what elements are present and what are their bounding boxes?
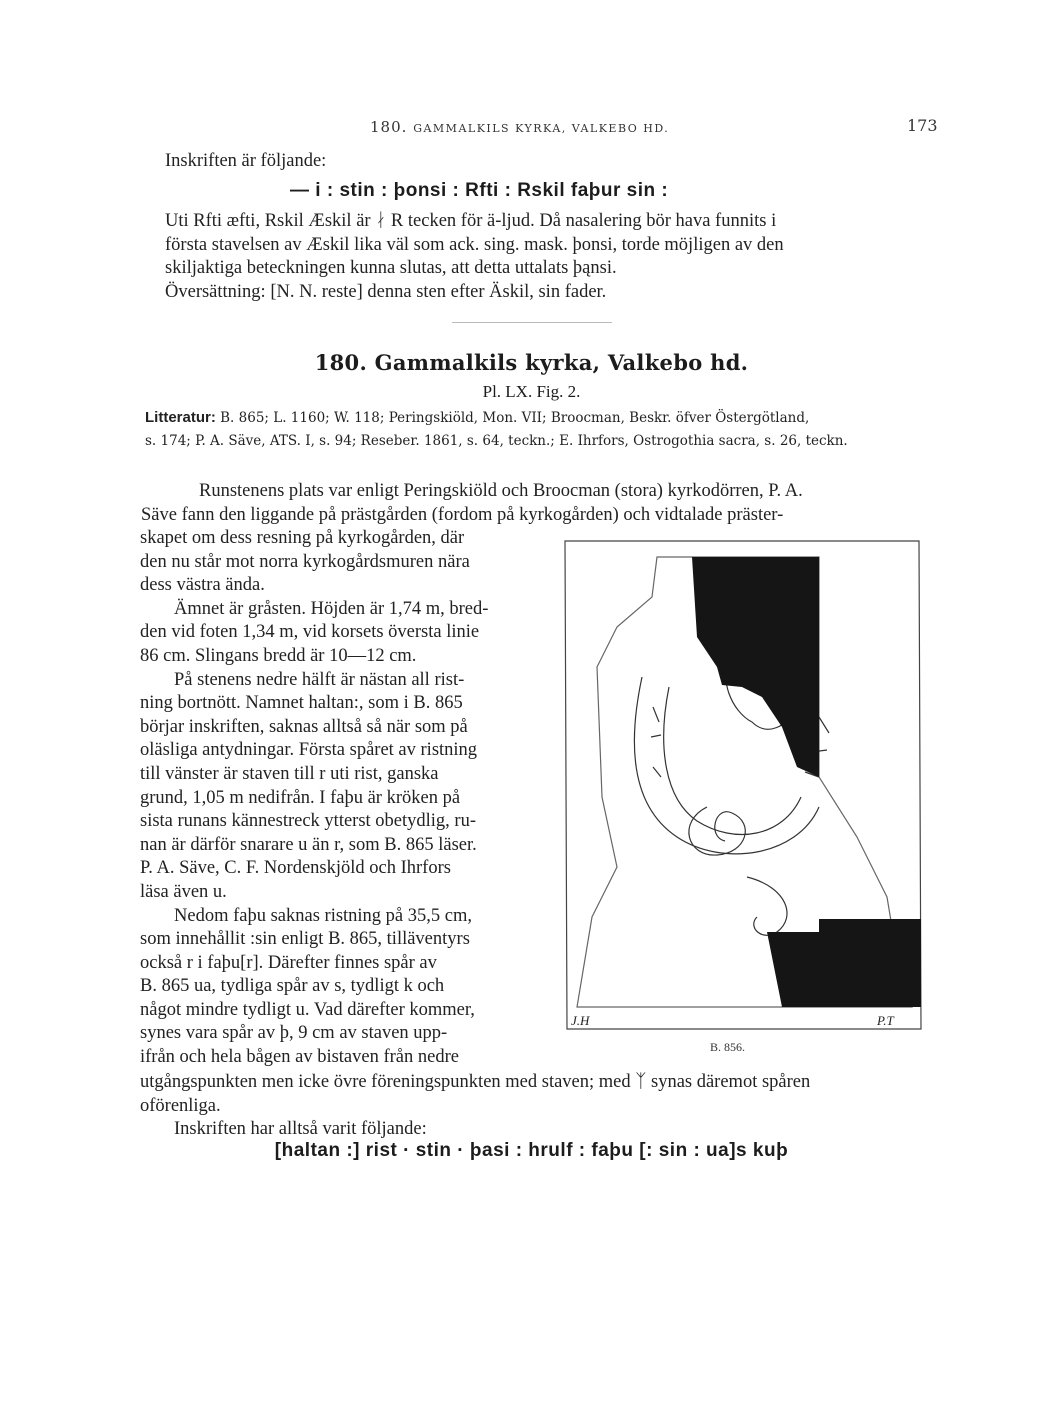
- figure-label-left: J.H: [571, 1013, 590, 1028]
- rune-mark: [819, 717, 829, 733]
- literature-label: Litteratur:: [145, 409, 216, 426]
- body-paragraph-narrow: [140, 527, 560, 1070]
- body-line: ning bortnött. Namnet haltan:, som i B. 865: [140, 693, 463, 714]
- body-line: som innehållit :sin enligt B. 865, tilläventyrs: [140, 929, 470, 950]
- rune-inscription: — i : stin : þonsi : Rfti : Rskil faþur sin :: [290, 180, 669, 201]
- body-line: synes vara spår av þ, 9 cm av staven upp-: [140, 1023, 448, 1044]
- literature-line: B. 865; L. 1160; W. 118; Peringskiöld, Mon. VII; Broocman, Beskr. öfver Östergötland,: [220, 410, 810, 426]
- body-line: utgångspunkten men icke övre föreningspunkten med staven; med ᛉ synas däremot spåren: [140, 1072, 811, 1092]
- runestone-figure: [557, 537, 927, 1037]
- figure-label-right: P.T: [877, 1013, 894, 1028]
- running-head: [370, 118, 669, 136]
- commentary-line: första stavelsen av Æskil lika väl som ack. sing. mask. þonsi, torde möjligen av den: [165, 234, 784, 255]
- translation-line: Översättning: [N. N. reste] denna sten efter Äskil, sin fader.: [165, 281, 607, 302]
- body-line: också r i faþu[r]. Därefter finnes spår av: [140, 952, 437, 973]
- body-line: skapet om dess resning på kyrkogården, där: [140, 528, 465, 548]
- section-title: 180. Gammalkils kyrka, Valkebo hd.: [314, 350, 749, 375]
- section-divider: [452, 322, 612, 323]
- intro-line: Inskriften är följande:: [165, 151, 327, 171]
- body-line: Runstenens plats var enligt Peringskiöld och Broocman (stora) kyrkodörren, P. A.: [199, 481, 803, 501]
- body-line: till vänster är staven till r uti rist, ganska: [140, 763, 439, 784]
- lower-dark-panel: [767, 919, 921, 1007]
- rune-mark: [651, 735, 661, 737]
- commentary: [165, 210, 925, 304]
- upper-dark-panel: [692, 557, 819, 777]
- body-paragraph-wide: [141, 480, 925, 527]
- figure-caption: B. 856.: [710, 1040, 746, 1054]
- body-line: B. 865 ua, tydliga spår av s, tydligt k och: [140, 976, 445, 997]
- literature-line: s. 174; P. A. Säve, ATS. I, s. 94; Reseber. 1861, s. 64, teckn.; E. Ihrfors, Ostrogothia sacra, s. 26, teckn.: [145, 433, 848, 449]
- commentary-line: Uti Rfti æfti, Rskil Æskil är ᛅ R tecken för ä-ljud. Då nasalering bör hava funnits i: [165, 211, 777, 231]
- rune-mark: [653, 767, 661, 777]
- body-line: Säve fann den liggande på prästgården (fordom på kyrkogården) och vidtalade präster-: [141, 504, 784, 525]
- final-rune-inscription: [haltan :] rist · stin · þasi : hrulf : faþu [: sin : ua]s kuþ: [274, 1140, 789, 1161]
- body-line: Ämnet är gråsten. Höjden är 1,74 m, bred-: [174, 598, 489, 619]
- page-number: 173: [907, 116, 938, 135]
- body-line: sista runans kännestreck ytterst obetydlig, ru-: [140, 811, 476, 832]
- body-line: 86 cm. Slingans bredd är 10—12 cm.: [140, 645, 417, 666]
- body-line: P. A. Säve, C. F. Nordenskjöld och Ihrfors: [140, 858, 451, 879]
- body-line: På stenens nedre hälft är nästan all rist-: [174, 669, 465, 690]
- tail-curl: [747, 877, 787, 935]
- body-line: nan är därför snarare u än r, som B. 865 läser.: [140, 834, 477, 855]
- body-paragraph-wide-2: [140, 1071, 930, 1142]
- body-line: Inskriften har alltså varit följande:: [174, 1119, 427, 1140]
- commentary-line: skiljaktiga beteckningen kunna slutas, att detta uttalats þąnsi.: [165, 258, 617, 279]
- body-line: något mindre tydligt u. Vad därefter kommer,: [140, 999, 475, 1020]
- body-line: Nedom faþu saknas ristning på 35,5 cm,: [174, 905, 472, 926]
- body-line: grund, 1,05 m nedifrån. I faþu är kröken på: [140, 787, 461, 808]
- plate-reference: Pl. LX. Fig. 2.: [482, 382, 581, 401]
- body-line: börjar inskriften, saknas alltså så när som på: [140, 716, 468, 737]
- body-line: läsa även u.: [140, 881, 227, 902]
- body-line: oförenliga.: [140, 1095, 221, 1116]
- running-head-number: 180.: [370, 118, 408, 136]
- body-line: oläsliga antydningar. Första spåret av ristning: [140, 740, 478, 761]
- body-line: ifrån och hela bågen av bistaven från nedre: [140, 1047, 459, 1068]
- body-line: den vid foten 1,34 m, vid korsets översta linie: [140, 622, 480, 643]
- literature: [145, 406, 925, 453]
- body-line: den nu står mot norra kyrkogårdsmuren nära: [140, 551, 470, 572]
- rune-mark: [653, 707, 659, 722]
- body-line: dess västra ända.: [140, 575, 265, 596]
- running-head-text: GAMMALKILS KYRKA, VALKEBO HD.: [413, 122, 670, 135]
